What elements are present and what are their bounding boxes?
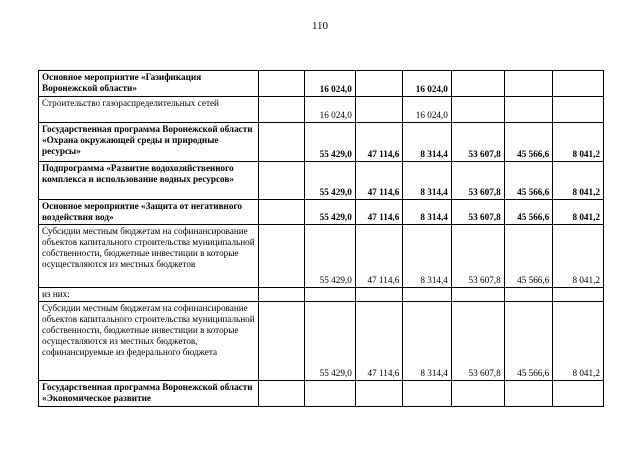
value-cell [258,302,304,381]
table-row [39,97,604,123]
value-cell [258,288,304,302]
value-cell [504,71,553,97]
value-cell: 53 607,8 [451,200,504,225]
value-cell [553,97,604,123]
value-cell [258,123,304,162]
value-cell [504,97,553,123]
value-cell: 16 024,0 [403,97,452,123]
value-cell: 45 566,6 [504,123,553,162]
value-cell: 55 429,0 [305,123,356,162]
value-cell [403,381,452,407]
value-cell [504,288,553,302]
page-number: 110 [311,20,329,32]
table-row [39,71,604,97]
value-cell: 53 607,8 [451,225,504,288]
value-cell: 8 041,2 [553,162,604,200]
value-cell [355,97,403,123]
value-cell [451,288,504,302]
value-cell: 45 566,6 [504,162,553,200]
value-cell: 8 314,4 [403,200,452,225]
value-cell [258,97,304,123]
value-cell [451,381,504,407]
table-row [39,200,604,225]
value-cell [305,288,356,302]
table-row [39,302,604,381]
value-cell [258,200,304,225]
value-cell: 47 114,6 [355,200,403,225]
value-cell: 8 041,2 [553,123,604,162]
value-cell: 47 114,6 [355,162,403,200]
value-cell [355,288,403,302]
row-label: Строительство газораспределительных сетей [39,97,259,123]
value-cell: 47 114,6 [355,123,403,162]
value-cell: 8 041,2 [553,225,604,288]
row-label: Государственная программа Воронежской области «Охрана окружающей среды и природные ресурсы» [39,123,259,162]
value-cell: 16 024,0 [305,71,356,97]
table-row [39,123,604,162]
row-label: Субсидии местным бюджетам на софинансирование объектов капитального строительства муниципальной собственности, бюджетные инвестиции в которые осуществляются из местных бюджетов [39,225,259,288]
value-cell: 16 024,0 [403,71,452,97]
value-cell: 47 114,6 [355,225,403,288]
value-cell: 53 607,8 [451,302,504,381]
value-cell: 53 607,8 [451,162,504,200]
value-cell [504,381,553,407]
value-cell [553,381,604,407]
value-cell [258,225,304,288]
value-cell: 8 041,2 [553,200,604,225]
row-label: Субсидии местным бюджетам на софинансирование объектов капитального строительства муниципальной собственности, бюджетные инвестиции в которые осуществляются из местных бюджетов, софинансируемые из федерального бюджета [39,302,259,381]
row-label: Основное мероприятие «Защита от негативного воздействия вод» [39,200,259,225]
value-cell [403,288,452,302]
value-cell: 53 607,8 [451,123,504,162]
value-cell: 16 024,0 [305,97,356,123]
table-row [39,225,604,288]
value-cell: 47 114,6 [355,302,403,381]
value-cell: 45 566,6 [504,200,553,225]
row-label: Подпрограмма «Развитие водохозяйственного комплекса и использование водных ресурсов» [39,162,259,200]
value-cell [451,97,504,123]
value-cell [553,71,604,97]
value-cell: 8 041,2 [553,302,604,381]
value-cell [355,381,403,407]
value-cell: 8 314,4 [403,123,452,162]
value-cell: 55 429,0 [305,200,356,225]
value-cell [258,71,304,97]
value-cell [305,381,356,407]
value-cell [258,381,304,407]
budget-table [38,70,604,407]
value-cell: 45 566,6 [504,225,553,288]
table-row [39,162,604,200]
value-cell: 8 314,4 [403,225,452,288]
table-row [39,288,604,302]
value-cell: 8 314,4 [403,302,452,381]
row-label: Государственная программа Воронежской области «Экономическое развитие [39,381,259,407]
value-cell: 45 566,6 [504,302,553,381]
value-cell [355,71,403,97]
value-cell [553,288,604,302]
value-cell: 8 314,4 [403,162,452,200]
row-label: Основное мероприятие «Газификация Воронежской области» [39,71,259,97]
table-row [39,381,604,407]
value-cell [451,71,504,97]
value-cell: 55 429,0 [305,225,356,288]
value-cell [258,162,304,200]
value-cell: 55 429,0 [305,302,356,381]
value-cell: 55 429,0 [305,162,356,200]
row-label: из них: [39,288,259,302]
